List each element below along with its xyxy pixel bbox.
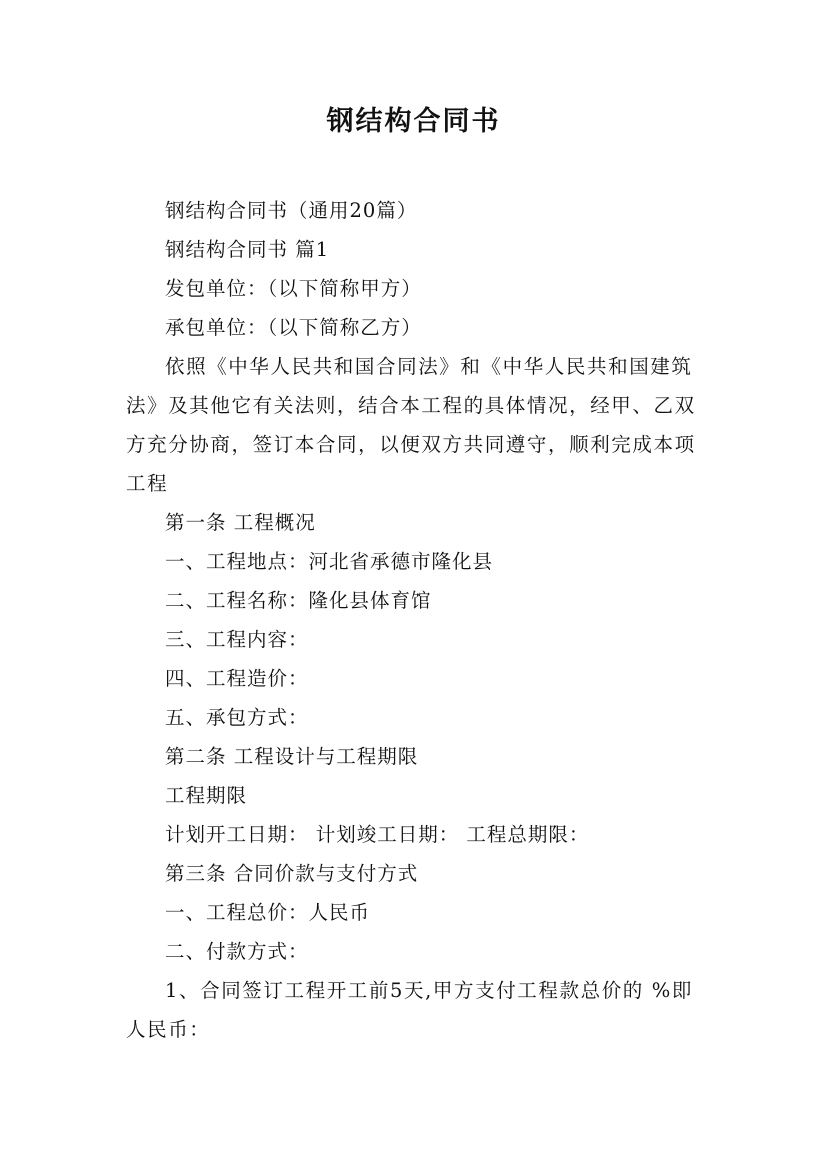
paragraph-collection-heading: 钢结构合同书（通用20篇） bbox=[165, 199, 418, 222]
paragraph-article-2: 第二条 工程设计与工程期限 bbox=[165, 745, 419, 768]
paragraph-project-content: 三、工程内容： bbox=[165, 628, 309, 651]
document-title: 钢结构合同书 bbox=[326, 106, 501, 137]
paragraph-total-price: 一、工程总价：人民币 bbox=[165, 901, 371, 924]
paragraph-payment-method: 二、付款方式： bbox=[165, 940, 309, 963]
paragraph-article-1: 第一条 工程概况 bbox=[165, 511, 316, 534]
document-body bbox=[126, 191, 706, 1049]
paragraph-article-3: 第三条 合同价款与支付方式 bbox=[165, 862, 419, 885]
paragraph-preamble: 依照《中华人民共和国合同法》和《中华人民共和国建筑法》及其他它有关法则，结合本工程的具体情况，经甲、乙双方充分协商，签订本合同，以便双方共同遵守，顺利完成本项工程 bbox=[126, 355, 696, 495]
paragraph-project-location: 一、工程地点：河北省承德市隆化县 bbox=[165, 550, 494, 573]
paragraph-project-cost: 四、工程造价： bbox=[165, 667, 309, 690]
paragraph-contractor: 承包单位：（以下简称乙方） bbox=[165, 316, 422, 339]
paragraph-section-heading: 钢结构合同书 篇1 bbox=[165, 238, 330, 261]
paragraph-payment-term-1: 1、合同签订工程开工前5天,甲方支付工程款总价的 %即人民币： bbox=[126, 979, 693, 1041]
paragraph-project-period: 工程期限 bbox=[165, 784, 248, 807]
paragraph-employer: 发包单位：（以下简称甲方） bbox=[165, 277, 422, 300]
paragraph-schedule-dates: 计划开工日期： 计划竣工日期： 工程总期限： bbox=[165, 823, 590, 846]
paragraph-project-name: 二、工程名称：隆化县体育馆 bbox=[165, 589, 432, 612]
paragraph-contract-method: 五、承包方式： bbox=[165, 706, 309, 729]
